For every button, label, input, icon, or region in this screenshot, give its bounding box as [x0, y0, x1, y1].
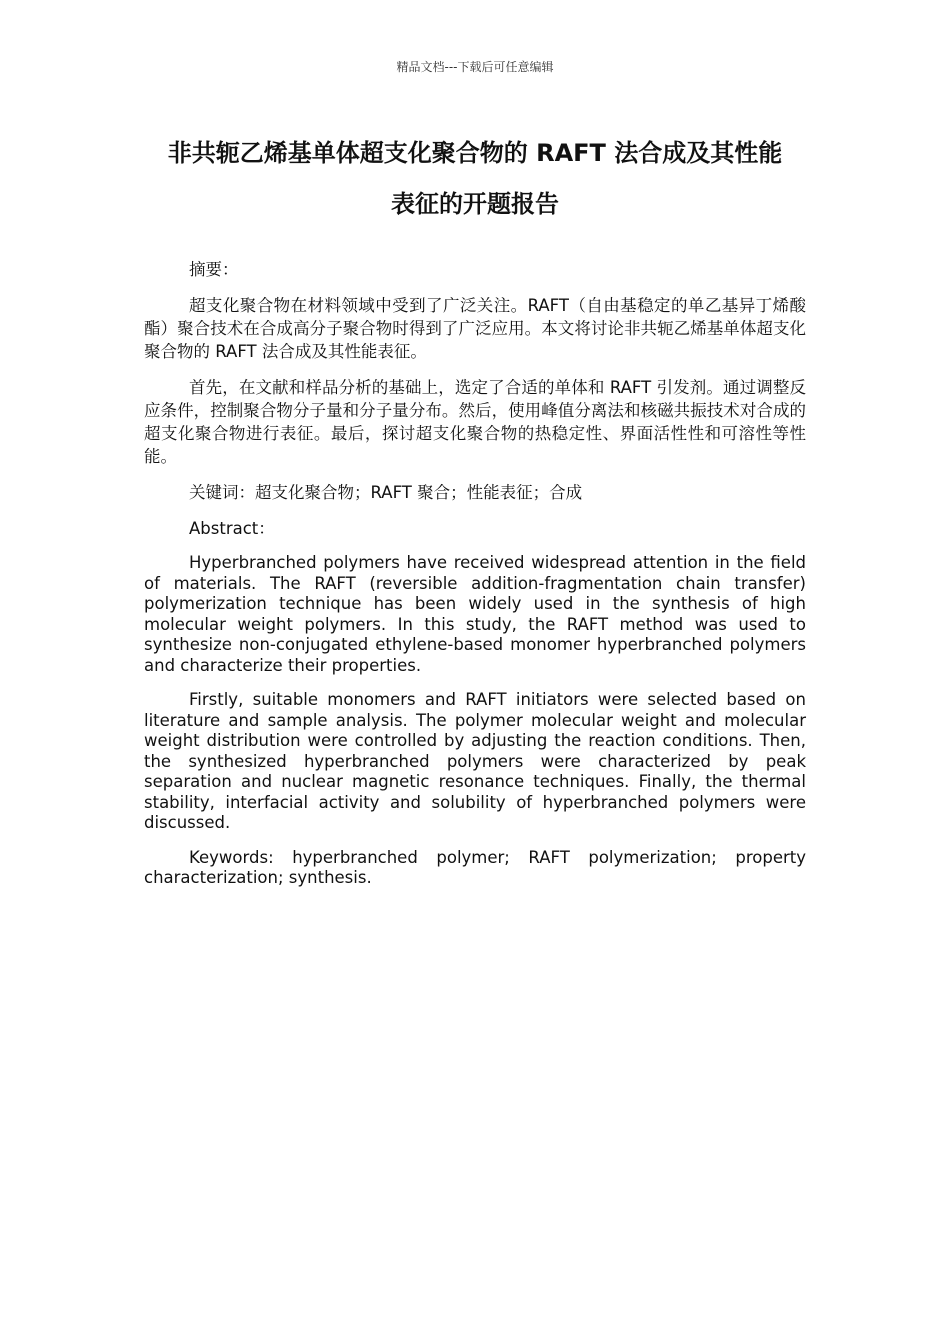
abstract-en-paragraph-1: Hyperbranched polymers have received widespread attention in the field of materials. The RAFT (reversible addition-fragmentation chain transfer) polymerization technique has been widely used in the synthesis of high molecular weight polymers. In this study, the RAFT method was used to synthesize non-conjugated ethylene-based monomer hyperbranched polymers and characterize their properties. — [144, 553, 806, 675]
abstract-cn-keywords: 关键词：超支化聚合物；RAFT 聚合；性能表征；合成 — [189, 483, 583, 502]
document-title — [140, 128, 810, 230]
header-note: 精品文档---下载后可任意编辑 — [396, 60, 554, 74]
title-line-2: 表征的开题报告 — [391, 190, 559, 218]
document-body — [144, 258, 806, 903]
abstract-en-keywords: Keywords: hyperbranched polymer; RAFT polymerization; property characterization; synthesis. — [144, 847, 806, 887]
abstract-cn-paragraph-2: 首先，在文献和样品分析的基础上，选定了合适的单体和 RAFT 引发剂。通过调整反应条件，控制聚合物分子量和分子量分布。然后，使用峰值分离法和核磁共振技术对合成的超支化聚合物进行表征。最后，探讨超支化聚合物的热稳定性、界面活性性和可溶性等性能。 — [144, 378, 806, 466]
abstract-en-label: Abstract： — [189, 519, 275, 538]
abstract-cn-paragraph-1: 超支化聚合物在材料领域中受到了广泛关注。RAFT（自由基稳定的单乙基异丁烯酸酯）聚合技术在合成高分子聚合物时得到了广泛应用。本文将讨论非共轭乙烯基单体超支化聚合物的 RAFT 法合成及其性能表征。 — [144, 296, 806, 361]
title-line-1: 非共轭乙烯基单体超支化聚合物的 RAFT 法合成及其性能 — [167, 139, 783, 167]
abstract-en-paragraph-2: Firstly, suitable monomers and RAFT initiators were selected based on literature and sample analysis. The polymer molecular weight and molecular weight distribution were controlled by adjusting the reaction conditions. Then, the synthesized hyperbranched polymers were characterized by peak separation and nuclear magnetic resonance techniques. Finally, the thermal stability, interfacial activity and solubility of hyperbranched polymers were discussed. — [144, 690, 806, 832]
abstract-cn-label: 摘要： — [189, 260, 239, 279]
